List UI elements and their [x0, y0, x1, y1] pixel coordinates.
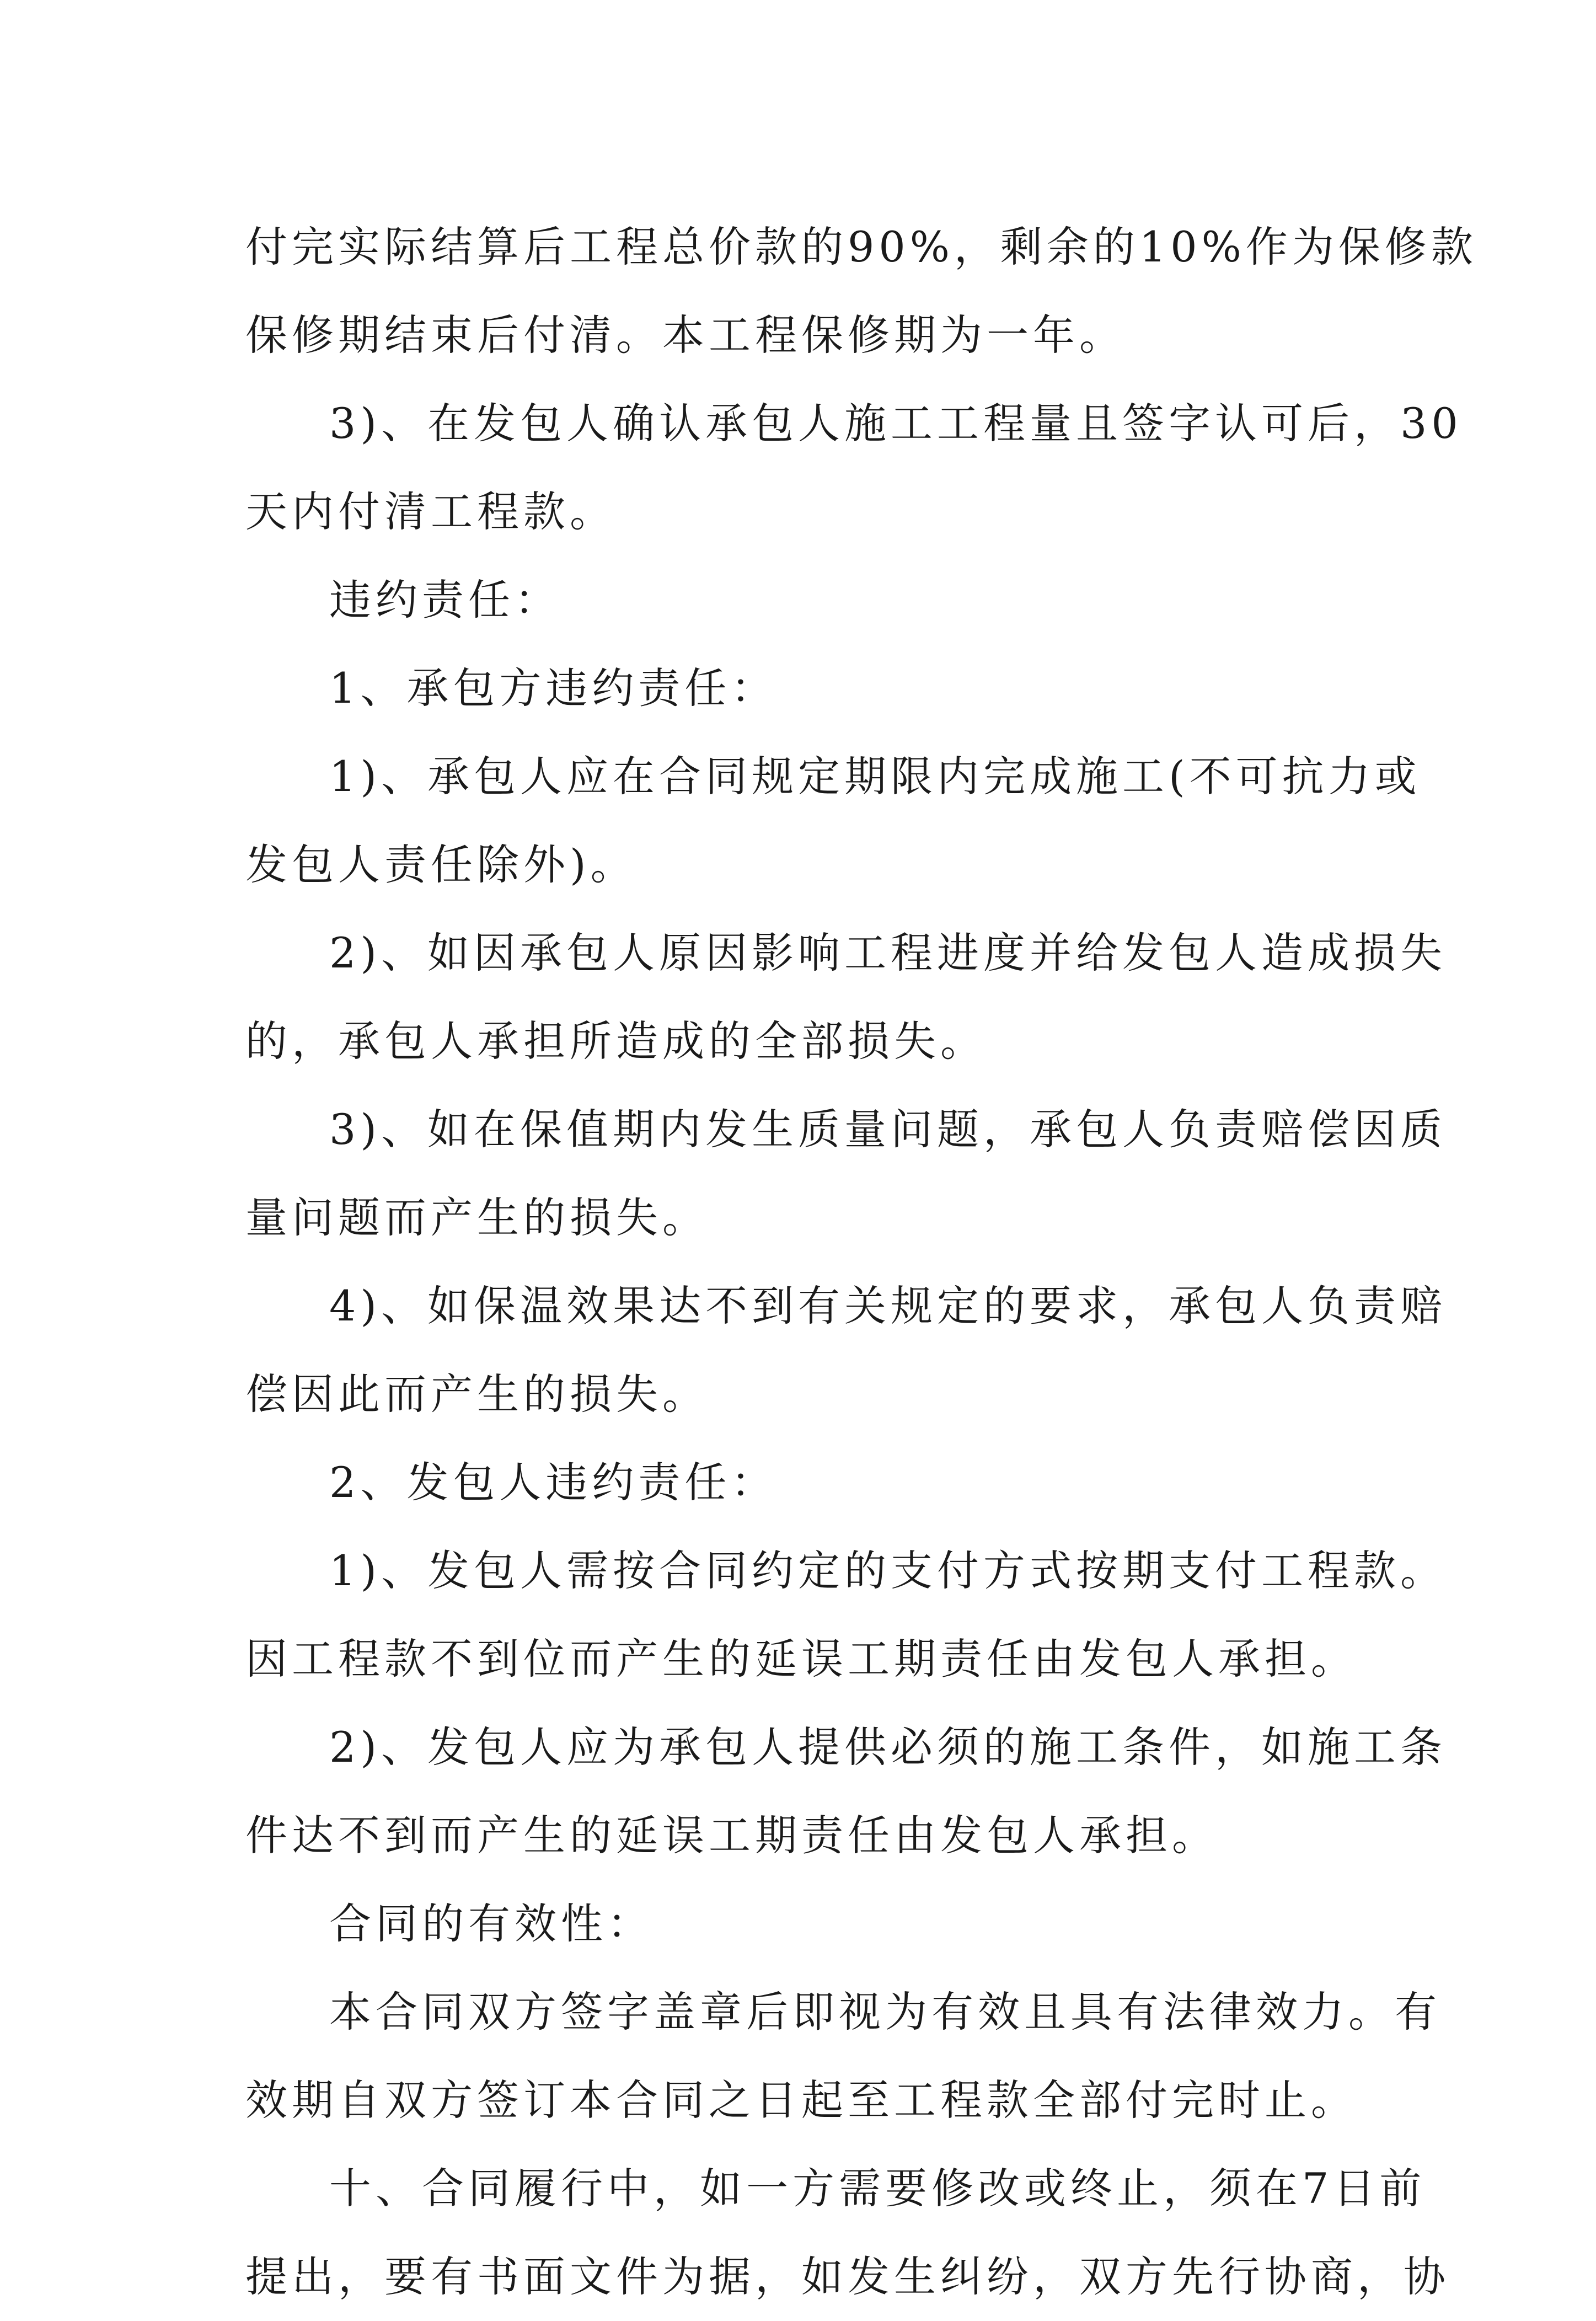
text-line: 2)、如因承包人原因影响工程进度并给发包人造成损失: [329, 928, 1447, 977]
text-line: 的，承包人承担所造成的全部损失。: [245, 1017, 987, 1066]
text-line: 件达不到而产生的延误工期责任由发包人承担。: [245, 1811, 1218, 1860]
text-line: 2)、发包人应为承包人提供必须的施工条件，如施工条: [329, 1723, 1447, 1772]
document-body: [245, 203, 1477, 2321]
text-line: 偿因此而产生的损失。: [245, 1370, 709, 1419]
text-line: 1)、发包人需按合同约定的支付方式按期支付工程款。: [329, 1546, 1447, 1595]
text-line: 4)、如保温效果达不到有关规定的要求，承包人负责赔: [329, 1281, 1447, 1330]
text-line: 提出，要有书面文件为据，如发生纠纷，双方先行协商，协: [245, 2252, 1450, 2301]
section-heading: 合同的有效性：: [329, 1899, 654, 1948]
text-line: 天内付清工程款。: [245, 487, 616, 536]
subsection-heading: 1、承包方违约责任：: [329, 664, 778, 713]
text-line: 本合同双方签字盖章后即视为有效且具有法律效力。有: [329, 1987, 1441, 2036]
text-line: 量问题而产生的损失。: [245, 1193, 709, 1242]
text-line: 3)、在发包人确认承包人施工工程量且签字认可后，30: [329, 399, 1463, 448]
section-heading: 违约责任：: [329, 575, 561, 624]
subsection-heading: 2、发包人违约责任：: [329, 1458, 778, 1507]
text-line: 因工程款不到位而产生的延误工期责任由发包人承担。: [245, 1634, 1357, 1683]
text-line: 3)、如在保值期内发生质量问题，承包人负责赔偿因质: [329, 1105, 1447, 1154]
text-line: 发包人责任除外)。: [245, 840, 637, 889]
text-line: 效期自双方签订本合同之日起至工程款全部付完时止。: [245, 2076, 1357, 2125]
text-line: 十、合同履行中，如一方需要修改或终止，须在7日前: [329, 2164, 1426, 2213]
text-line: 保修期结束后付清。本工程保修期为一年。: [245, 311, 1126, 360]
text-line: 1)、承包人应在合同规定期限内完成施工(不可抗力或: [329, 752, 1421, 801]
text-line: 付完实际结算后工程总价款的90%，剩余的10%作为保修款: [245, 222, 1477, 271]
